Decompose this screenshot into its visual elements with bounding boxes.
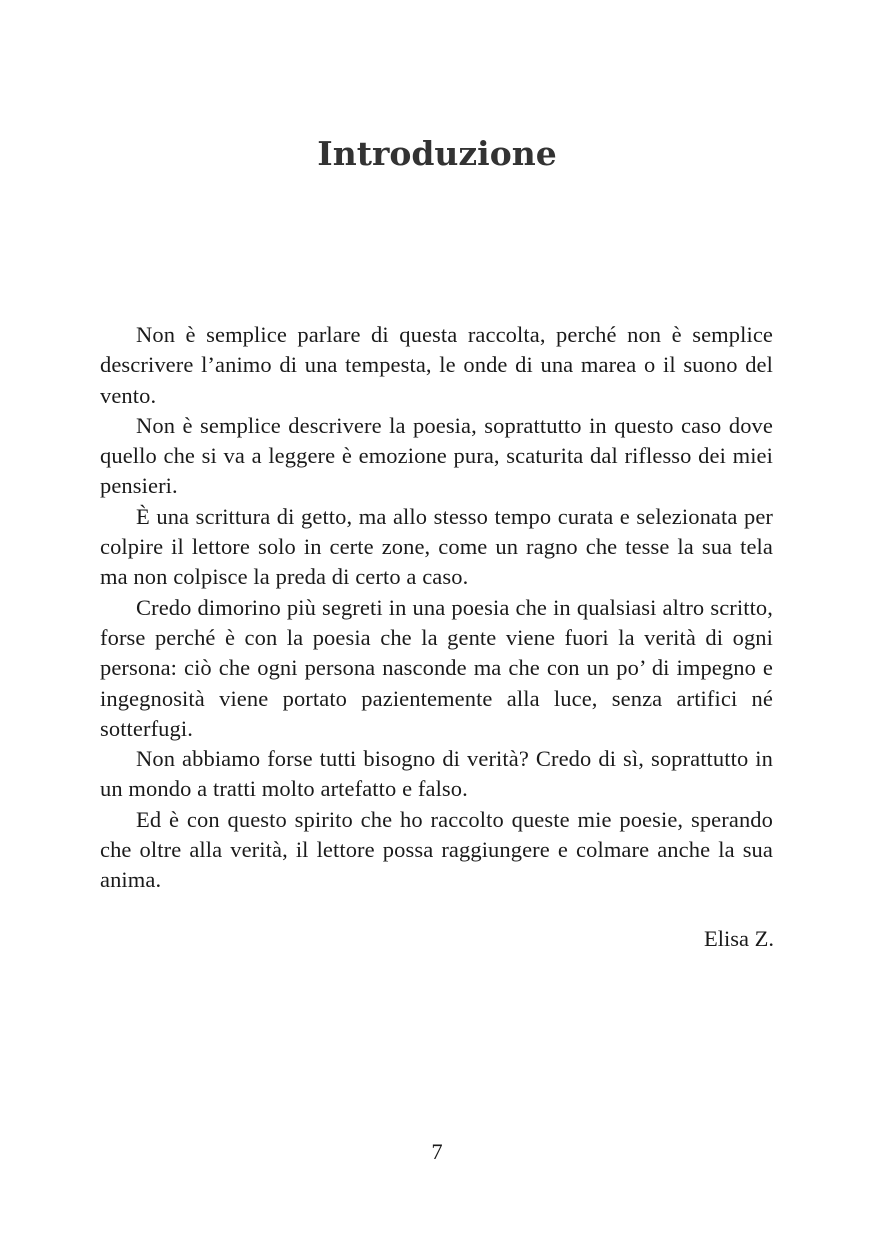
paragraph: È una scrittura di getto, ma allo stesso tempo curata e selezionata per colpire il lettore solo in certe zone, come un ragno che tesse la sua tela ma non colpisce la preda di certo a caso. [100, 503, 773, 590]
page-number: 7 [431, 1139, 443, 1164]
author-signature: Elisa Z. [704, 926, 774, 951]
paragraph: Non è semplice parlare di questa raccolta, perché non è semplice descrivere l’animo di una tempesta, le onde di una marea o il suono del vento. [100, 322, 773, 408]
paragraph: Non è semplice descrivere la poesia, soprattutto in questo caso dove quello che si va a leggere è emozione pura, scaturita dal riflesso dei miei pensieri. [100, 412, 773, 499]
page-title: Introduzione [317, 134, 557, 173]
introduction-body [100, 320, 773, 896]
paragraph: Ed è con questo spirito che ho raccolto queste mie poesie, sperando che oltre alla verità, il lettore possa raggiungere e colmare anche la sua anima. [100, 806, 773, 893]
paragraph: Credo dimorino più segreti in una poesia che in qualsiasi altro scritto, forse perché è con la poesia che la gente viene fuori la verità di ogni persona: ciò che ogni persona nasconde ma che con un po’ di impegno e ingegnosità viene portato pazientemente alla luce, senza artifici né sotterfugi. [100, 594, 773, 741]
paragraph: Non abbiamo forse tutti bisogno di verità? Credo di sì, soprattutto in un mondo a tratti molto artefatto e falso. [100, 746, 773, 802]
